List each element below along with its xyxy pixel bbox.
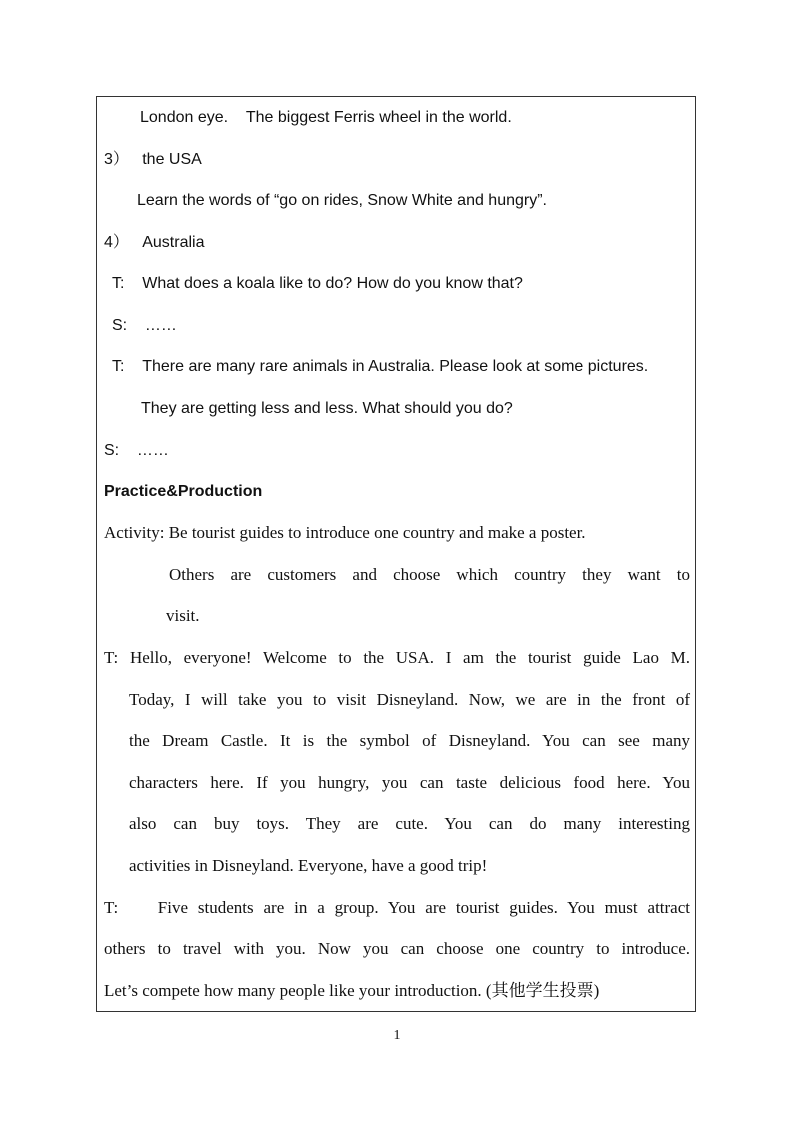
section-title-practice-production: Practice&Production xyxy=(104,483,263,500)
text-line: Let’s compete how many people like your introduction. (其他学生投票) xyxy=(104,981,600,1000)
text-line: the Dream Castle. It is the symbol of Disneyland. You can see many xyxy=(129,731,690,750)
text-line: Others are customers and choose which country they want to xyxy=(169,565,690,584)
text-line: Learn the words of “go on rides, Snow White and hungry”. xyxy=(137,192,547,209)
text-line: activities in Disneyland. Everyone, have a good trip! xyxy=(129,856,488,875)
page-number: 1 xyxy=(393,1028,401,1043)
text-line: characters here. If you hungry, you can taste delicious food here. You xyxy=(129,773,690,792)
text-line: others to travel with you. Now you can choose one country to introduce. xyxy=(104,939,690,958)
section-heading-usa: 3） the USA xyxy=(104,151,202,168)
section-heading-australia: 4） Australia xyxy=(104,234,205,251)
text-line: also can buy toys. They are cute. You can do many interesting xyxy=(129,814,690,833)
text-line: Today, I will take you to visit Disneyland. Now, we are in the front of xyxy=(129,690,690,709)
student-line: S: …… xyxy=(104,442,169,459)
text-line: They are getting less and less. What should you do? xyxy=(141,400,513,417)
text-line: London eye. The biggest Ferris wheel in the world. xyxy=(140,109,512,126)
student-line: S: …… xyxy=(112,317,177,334)
teacher-line: T: What does a koala like to do? How do you know that? xyxy=(112,275,523,292)
text-line: visit. xyxy=(166,606,200,625)
teacher-line: T: There are many rare animals in Australia. Please look at some pictures. xyxy=(112,358,649,375)
teacher-line: T: Five students are in a group. You are tourist guides. You must attract xyxy=(104,898,690,917)
teacher-line: T: Hello, everyone! Welcome to the USA. I am the tourist guide Lao M. xyxy=(104,648,690,667)
activity-line: Activity: Be tourist guides to introduce one country and make a poster. xyxy=(104,523,586,542)
